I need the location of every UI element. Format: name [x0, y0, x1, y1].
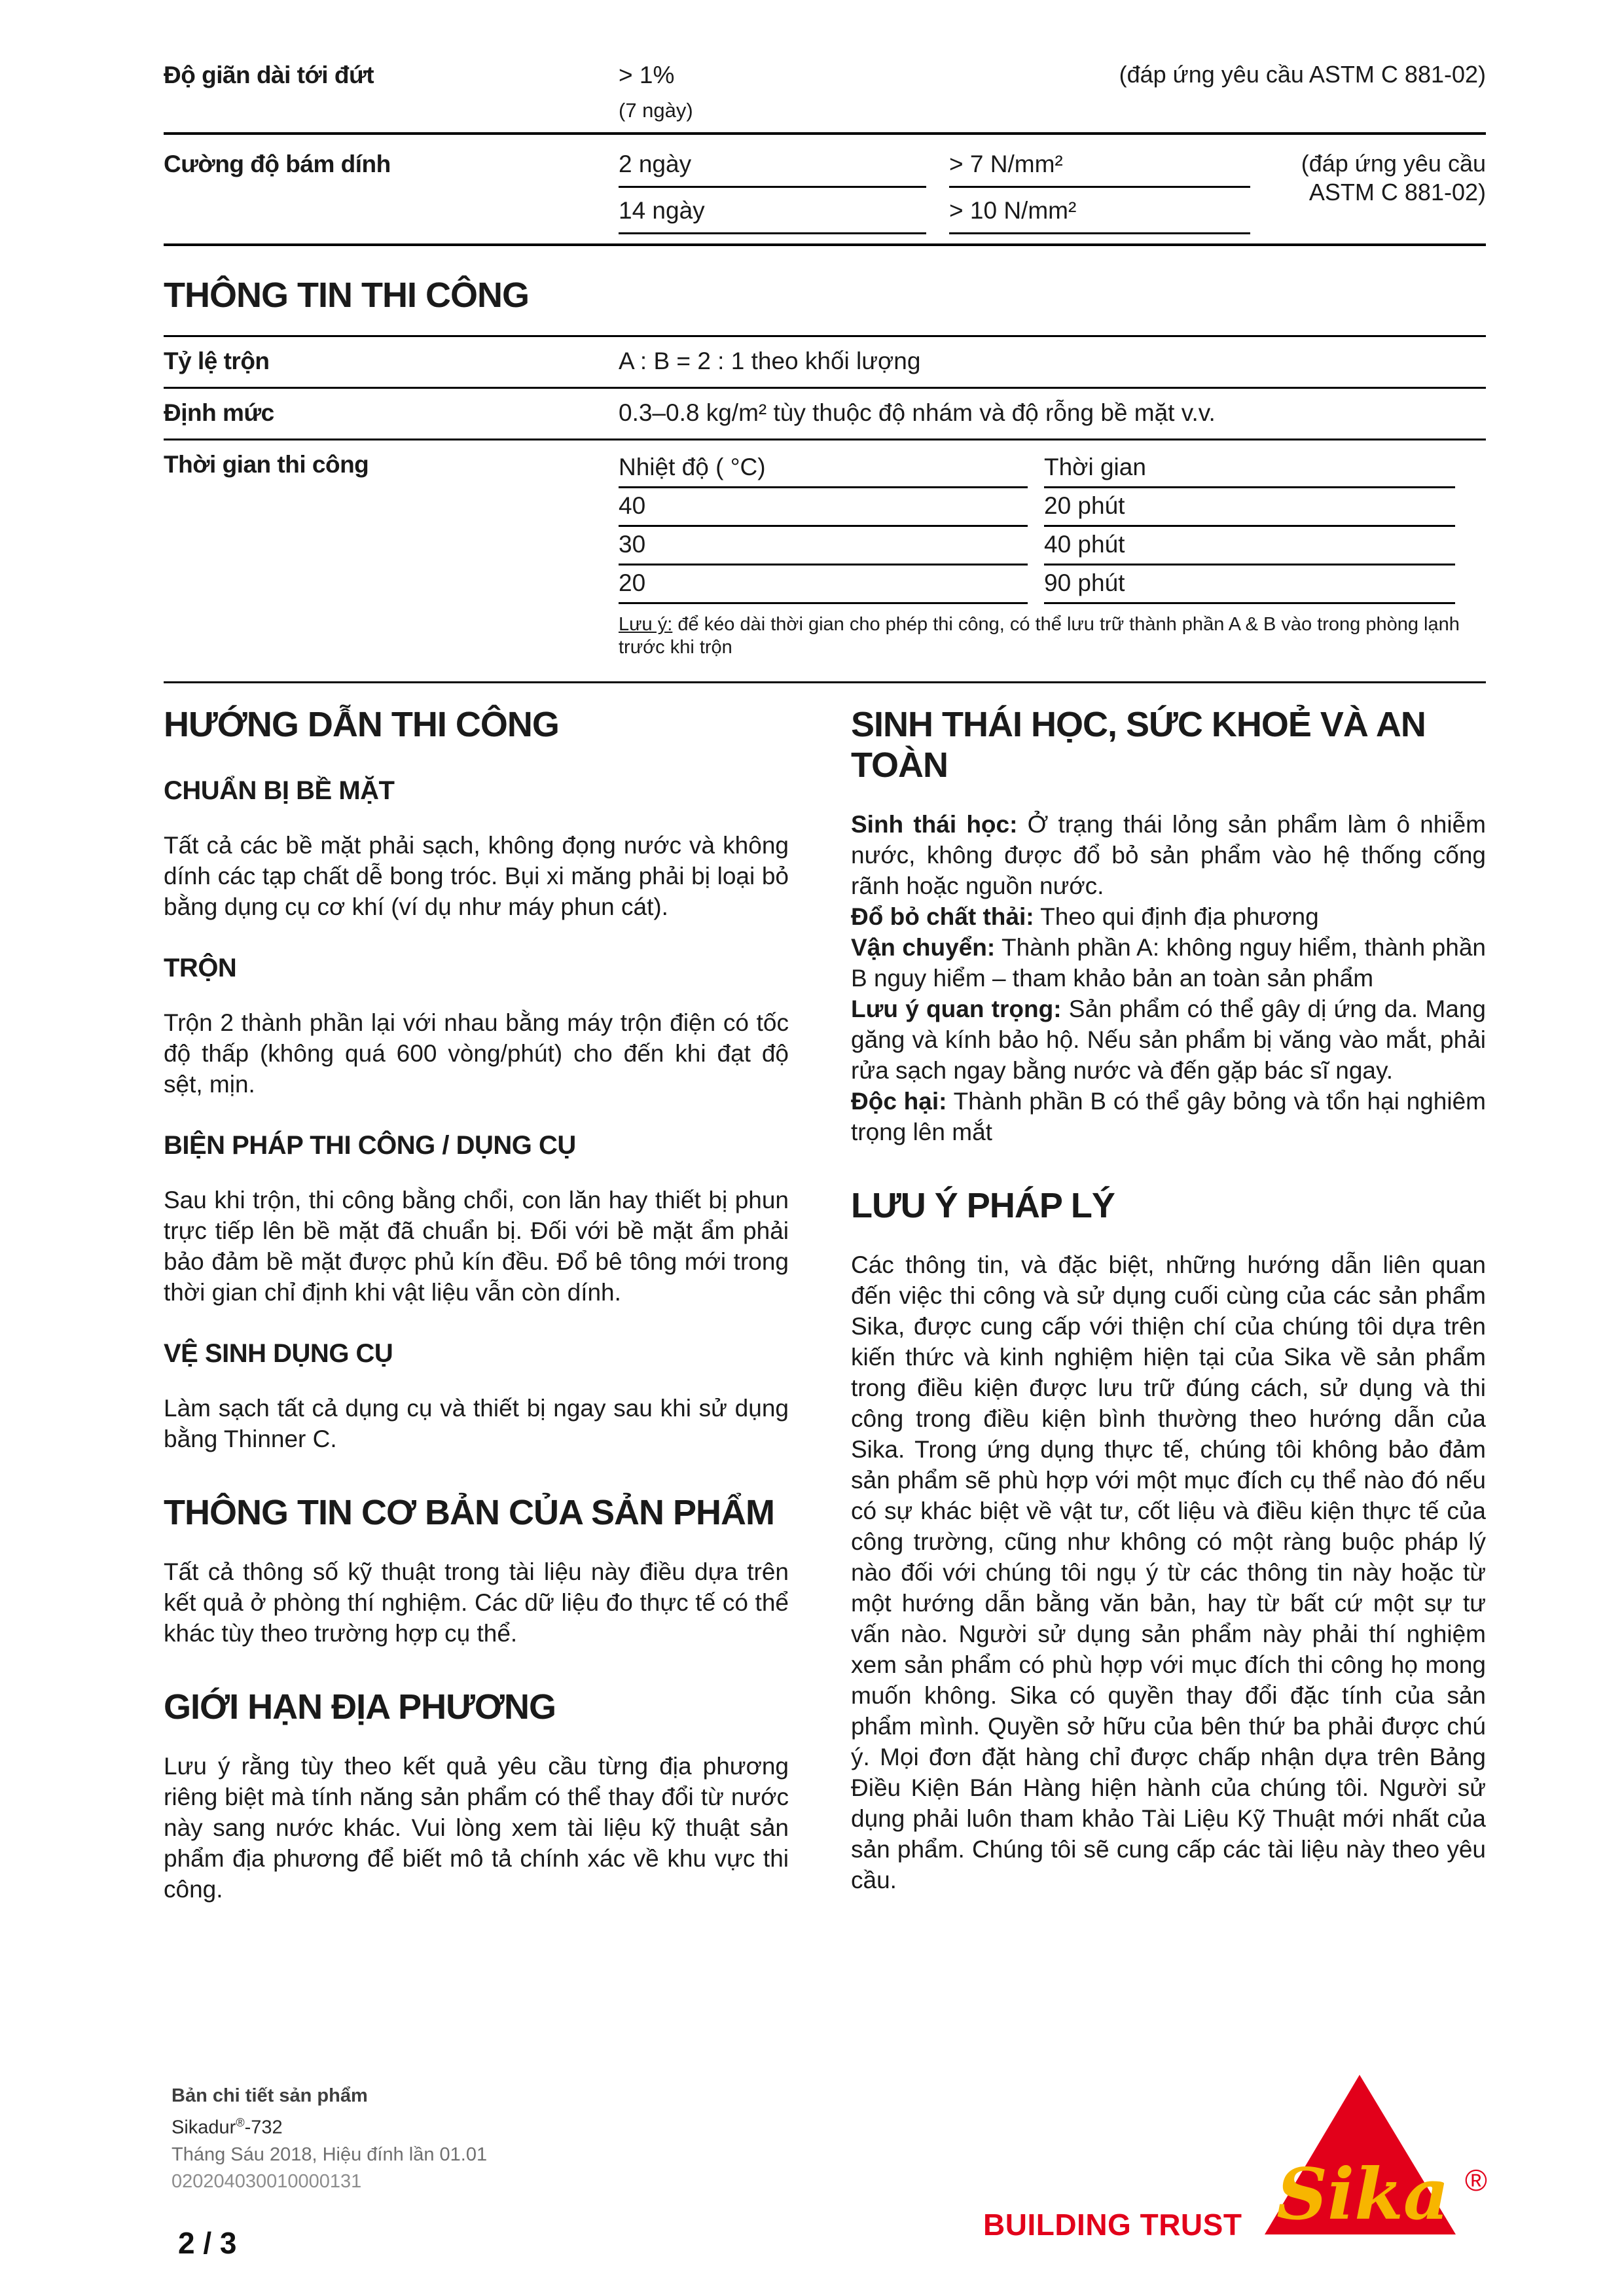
- cleaning-body: Làm sạch tất cả dụng cụ và thiết bị ngay sau khi sử dụng bằng Thinner C.: [164, 1395, 789, 1452]
- surface-prep-heading: CHUẨN BỊ BỀ MẶT: [164, 776, 395, 805]
- footer-doc-type: Bản chi tiết sản phẩm: [171, 2085, 368, 2106]
- tech-row-bond-strength: [164, 149, 1486, 234]
- pot-life-label: Thời gian thi công: [164, 451, 369, 478]
- time-value: 40 phút: [1044, 527, 1455, 565]
- time-value: 20 phút: [1044, 488, 1455, 527]
- sika-logo-text: Sika: [1276, 2153, 1449, 2236]
- bond-compliance-line1: (đáp ứng yêu cầu: [1301, 150, 1486, 177]
- left-column: [164, 704, 789, 1905]
- pot-life-data-row: [619, 527, 1486, 565]
- bond-compliance: [1254, 149, 1486, 207]
- elongation-value-block: [619, 60, 1080, 123]
- ecology-item: Đổ bỏ chất thải: Theo qui định địa phương: [851, 903, 1319, 930]
- ecology-item: Sinh thái học: Ở trạng thái lỏng sản phẩm làm ô nhiễm nước, không được đổ bỏ sản phẩm vào hệ thống cống rãnh hoặc nguồn nước.: [851, 811, 1486, 899]
- footer-revision: Tháng Sáu 2018, Hiệu đính lần 01.01: [171, 2144, 488, 2165]
- right-column: [851, 704, 1486, 1905]
- pot-life-data-row: [619, 565, 1486, 604]
- sika-logo-registered-icon: ®: [1465, 2163, 1487, 2197]
- temp-value: 30: [619, 527, 1028, 565]
- mix-ratio-label: Tỷ lệ trộn: [164, 348, 270, 374]
- consumption-value: 0.3–0.8 kg/m² tùy thuộc độ nhám và độ rỗng bề mặt v.v.: [619, 399, 1216, 426]
- elongation-value-note: (7 ngày): [619, 99, 693, 122]
- ecology-item: Độc hại: Thành phần B có thể gây bỏng và tổn hại nghiêm trọng lên mắt: [851, 1088, 1486, 1145]
- body-columns: [164, 704, 1486, 1905]
- elongation-compliance: (đáp ứng yêu cầu ASTM C 881-02): [1119, 61, 1486, 88]
- note-text: để kéo dài thời gian cho phép thi công, có thể lưu trữ thành phần A & B vào trong phòng lạnh trước khi trộn: [619, 614, 1460, 658]
- bond-value-1: > 7 N/mm²: [949, 149, 1250, 188]
- bond-age-2: 14 ngày: [619, 188, 926, 234]
- product-data-title: THÔNG TIN CƠ BẢN CỦA SẢN PHẨM: [164, 1493, 775, 1532]
- temp-header: Nhiệt độ ( °C): [619, 450, 1028, 488]
- elongation-value: > 1%: [619, 62, 675, 88]
- temp-value: 20: [619, 565, 1028, 604]
- mix-ratio-value: A : B = 2 : 1 theo khối lượng: [619, 348, 921, 374]
- building-trust-slogan: BUILDING TRUST: [983, 2208, 1242, 2242]
- application-instructions-title: HƯỚNG DẪN THI CÔNG: [164, 705, 559, 744]
- divider-rule: [164, 681, 1486, 683]
- footer-product-code: 020204030010000131: [171, 2170, 362, 2192]
- bond-age-1: 2 ngày: [619, 149, 926, 188]
- tech-row-elongation: [164, 60, 1486, 123]
- divider-rule: [164, 243, 1486, 246]
- legal-body: Các thông tin, và đặc biệt, những hướng dẫn liên quan đến việc thi công và sử dụng cuối cùng của các sản phẩm Sika, được cung cấp với thiện chí của chúng tôi dựa trên kiến thức và kinh nghiệm hiện tại của Sika về sản phẩm trong điều kiện được lưu trữ đúng cách, sử dụng và thi công trong điều kiện bình thường theo hướng dẫn của Sika. Trong ứng dụng thực tế, chúng tôi không bảo đảm sản phẩm sẽ phù hợp với một mục đích cụ thể nào đó nếu có sự khác biệt về vật tư, cốt liệu và điều kiện thực tế của công trường, cũng như không có một ràng buộc pháp lý nào đối với chúng tôi ngụ ý từ các thông tin này hoặc từ một hướng dẫn bằng văn bản, hay từ bất cứ một sự tư vấn nào. Người sử dụng sản phẩm này phải thí nghiệm xem sản phẩm có phù hợp với mục đích thi công họ mong muốn không. Sika có quyền thay đổi đặc tính của sản phẩm mình. Quyền sở hữu của bên thứ ba phải được chú ý. Mọi đơn đặt hàng chỉ được chấp nhận dựa trên Bảng Điều Kiện Bán Hàng hiện hành của chúng tôi. Người sử dụng phải luôn tham khảo Tài Liệu Kỹ Thuật mới nhất của sản phẩm. Chúng tôi sẽ cung cấp các tài liệu này theo yêu cầu.: [851, 1251, 1486, 1893]
- consumption-row: [164, 389, 1486, 439]
- method-heading: BIỆN PHÁP THI CÔNG / DỤNG CỤ: [164, 1131, 576, 1160]
- sika-logo-icon: [1265, 2070, 1490, 2240]
- temp-value: 40: [619, 488, 1028, 527]
- mixing-body: Trộn 2 thành phần lại với nhau bằng máy trộn điện có tốc độ thấp (không quá 600 vòng/phút) cho đến khi đạt độ sệt, mịn.: [164, 1009, 789, 1098]
- ecology-item: Lưu ý quan trọng: Sản phẩm có thể gây dị ứng da. Mang găng và kính bảo hộ. Nếu sản phẩm bị văng vào mắt, phải rửa sạch ngay bằng nước và đến gặp bác sĩ ngay.: [851, 996, 1486, 1084]
- note-label: Lưu ý:: [619, 614, 673, 635]
- product-data-body: Tất cả thông số kỹ thuật trong tài liệu này điều dựa trên kết quả ở phòng thí nghiệm. Các dữ liệu đo thực tế có thể khác tùy theo trường hợp cụ thể.: [164, 1558, 789, 1647]
- method-body: Sau khi trộn, thi công bằng chổi, con lăn hay thiết bị phun trực tiếp lên bề mặt đã chuẩn bị. Đối với bề mặt ẩm phải bảo đảm bề mặt được phủ kín đều. Đổ bê tông mới trong thời gian chỉ định khi vật liệu vẫn còn dính.: [164, 1187, 789, 1306]
- pot-life-header-row: [619, 450, 1486, 488]
- page-number: 2 / 3: [178, 2226, 237, 2260]
- local-restrictions-title: GIỚI HẠN ĐỊA PHƯƠNG: [164, 1687, 556, 1727]
- elongation-label: Độ giãn dài tới đứt: [164, 62, 374, 88]
- bond-age-column: [619, 149, 926, 234]
- divider-rule: [164, 132, 1486, 135]
- pot-life-row: [164, 440, 1486, 670]
- ecology-items: [851, 809, 1486, 1147]
- ecology-title: SINH THÁI HỌC, SỨC KHOẺ VÀ AN TOÀN: [851, 705, 1426, 785]
- consumption-label: Định mức: [164, 399, 274, 426]
- brand-block: [983, 2070, 1490, 2243]
- pot-life-data-row: [619, 488, 1486, 527]
- page-content: [164, 60, 1486, 1905]
- application-info-title: THÔNG TIN THI CÔNG: [164, 276, 529, 315]
- mixing-heading: TRỘN: [164, 954, 237, 982]
- bond-value-2: > 10 N/mm²: [949, 188, 1250, 234]
- registered-mark: ®: [236, 2116, 245, 2129]
- time-header: Thời gian: [1044, 450, 1455, 488]
- footer-document-info: [171, 2083, 487, 2195]
- footer-product-name: Sikadur®-732: [171, 2116, 283, 2138]
- local-restrictions-body: Lưu ý rằng tùy theo kết quả yêu cầu từng địa phương riêng biệt mà tính năng sản phẩm có thể thay đổi từ nước này sang nước khác. Vui lòng xem tài liệu kỹ thuật sản phẩm địa phương để biết mô tả chính xác về khu vực thi công.: [164, 1753, 789, 1903]
- mix-ratio-row: [164, 337, 1486, 387]
- legal-title: LƯU Ý PHÁP LÝ: [851, 1186, 1115, 1225]
- surface-prep-body: Tất cả các bề mặt phải sạch, không đọng nước và không dính các tạp chất dễ bong tróc. Bụi xi măng phải bị loại bỏ bằng dụng cụ cơ khí (ví dụ như máy phun cát).: [164, 832, 789, 920]
- pot-life-table: [619, 450, 1486, 659]
- cleaning-heading: VỆ SINH DỤNG CỤ: [164, 1339, 393, 1368]
- bond-compliance-line2: ASTM C 881-02): [1308, 179, 1486, 206]
- bond-label: Cường độ bám dính: [164, 151, 391, 177]
- bond-value-column: [949, 149, 1250, 234]
- time-value: 90 phút: [1044, 565, 1455, 604]
- pot-life-note: [619, 613, 1486, 659]
- ecology-item: Vận chuyển: Thành phần A: không nguy hiểm, thành phần B nguy hiểm – tham khảo bản an toàn sản phẩm: [851, 934, 1486, 992]
